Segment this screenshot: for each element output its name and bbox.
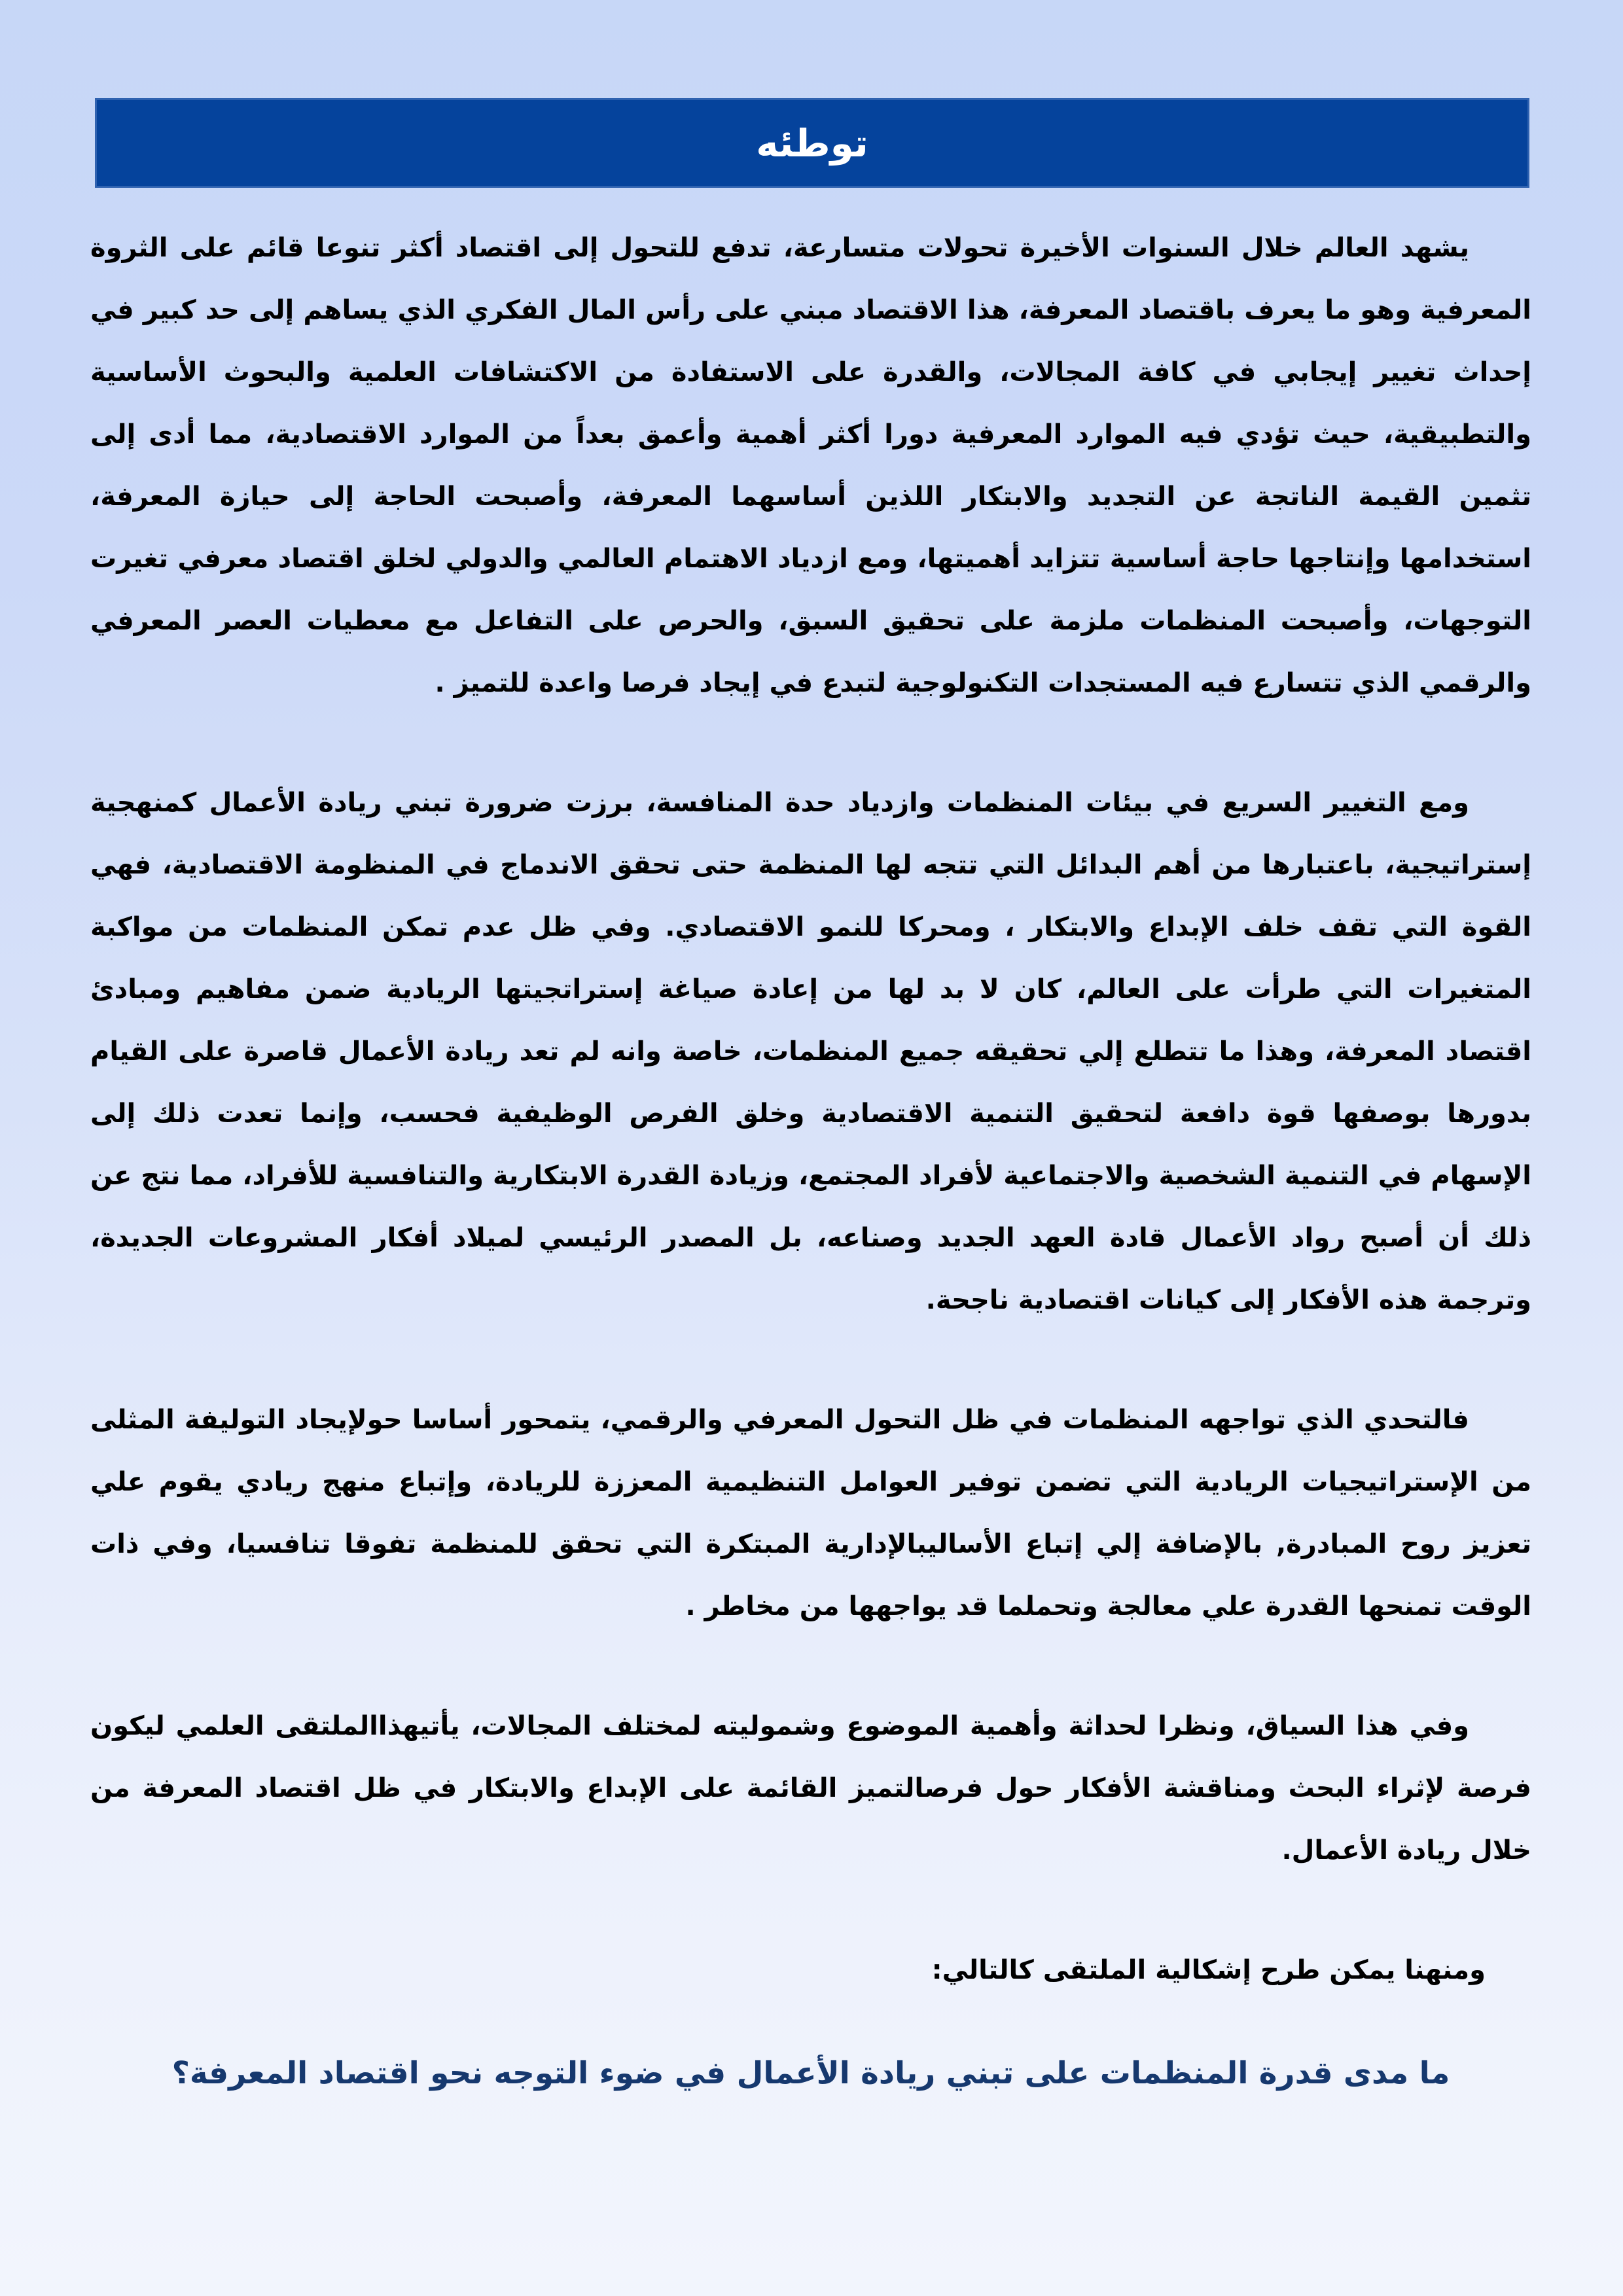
problem-question: ما مدى قدرة المنظمات على تبني ريادة الأعمال في ضوء التوجه نحو اقتصاد المعرفة؟ — [171, 2055, 1450, 2091]
body-paragraph-2: ومع التغيير السريع في بيئات المنظمات وازدياد حدة المنافسة، برزت ضرورة تبني ريادة الأعمال كمنهجية إستراتيجية، باعتبارها من أهم البدائل التي تتجه لها المنظمة حتى تحقق الاندماج في المنظومة الاقتصادية، فهي القوة التي تقف خلف الإبداع والابتكار ، ومحركا للنمو الاقتصادي. وفي ظل عدم تمكن المنظمات من مواكبة المتغيرات التي طرأت على العالم، كان لا بد لها من إعادة صياغة إستراتجيتها الريادية ضمن مفاهيم ومبادئ اقتصاد المعرفة، وهذا ما تتطلع إلي تحقيقه جميع المنظمات، خاصة وانه لم تعد ريادة الأعمال قاصرة على القيام بدورها بوصفها قوة دافعة لتحقيق التنمية الاقتصادية وخلق الفرص الوظيفية فحسب، وإنما تعدت ذلك إلى الإسهام في التنمية الشخصية والاجتماعية لأفراد المجتمع، وزيادة القدرة الابتكارية والتنافسية للأفراد، مما نتج عن ذلك أن أصبح رواد الأعمال قادة العهد الجديد وصناعه، بل المصدر الرئيسي لميلاد أفكار المشروعات الجديدة، وترجمة هذه الأفكار إلى كيانات اقتصادية ناجحة. — [90, 788, 1531, 1315]
document-body — [90, 217, 1531, 2110]
body-paragraph-1: يشهد العالم خلال السنوات الأخيرة تحولات متسارعة، تدفع للتحول إلى اقتصاد أكثر تنوعا قائم على الثروة المعرفية وهو ما يعرف باقتصاد المعرفة، هذا الاقتصاد مبني على رأس المال الفكري الذي يساهم إلى حد كبير في إحداث تغيير إيجابي في كافة المجالات، والقدرة على الاستفادة من الاكتشافات العلمية والبحوث الأساسية والتطبيقية، حيث تؤدي فيه الموارد المعرفية دورا أكثر أهمية وأعمق بعداً من الموارد الاقتصادية، مما أدى إلى تثمين القيمة الناتجة عن التجديد والابتكار اللذين أساسهما المعرفة، وأصبحت الحاجة إلى حيازة المعرفة، استخدامها وإنتاجها حاجة أساسية تتزايد أهميتها، ومع ازدياد الاهتمام العالمي والدولي لخلق اقتصاد معرفي تغيرت التوجهات، وأصبحت المنظمات ملزمة على تحقيق السبق، والحرص على التفاعل مع معطيات العصر المعرفي والرقمي الذي تتسارع فيه المستجدات التكنولوجية لتبدع في إيجاد فرصا واعدة للتميز . — [90, 233, 1531, 698]
body-paragraph-3: فالتحدي الذي تواجهه المنظمات في ظل التحول المعرفي والرقمي، يتمحور أساسا حولإيجاد التوليفة المثلى من الإستراتيجيات الريادية التي تضمن توفير العوامل التنظيمية المعززة للريادة، وإتباع منهج ريادي يقوم علي تعزيز روح المبادرة, بالإضافة إلي إتباع الأساليبالإدارية المبتكرة التي تحقق للمنظمة تفوقا تنافسيا، وفي ذات الوقت تمنحها القدرة علي معالجة وتحملما قد يواجهها من مخاطر . — [90, 1405, 1531, 1621]
body-paragraph-4: وفي هذا السياق، ونظرا لحداثة وأهمية الموضوع وشموليته لمختلف المجالات، يأتيهذاالملتقى العلمي ليكون فرصة لإثراء البحث ومناقشة الأفكار حول فرصالتميز القائمة على الإبداع والابتكار في ظل اقتصاد المعرفة من خلال ريادة الأعمال. — [90, 1711, 1531, 1865]
problem-lead-in: ومنهنا يمكن طرح إشكالية الملتقى كالتالي: — [931, 1955, 1486, 1985]
section-header-bar — [95, 98, 1529, 188]
section-title: توطئه — [756, 120, 868, 166]
